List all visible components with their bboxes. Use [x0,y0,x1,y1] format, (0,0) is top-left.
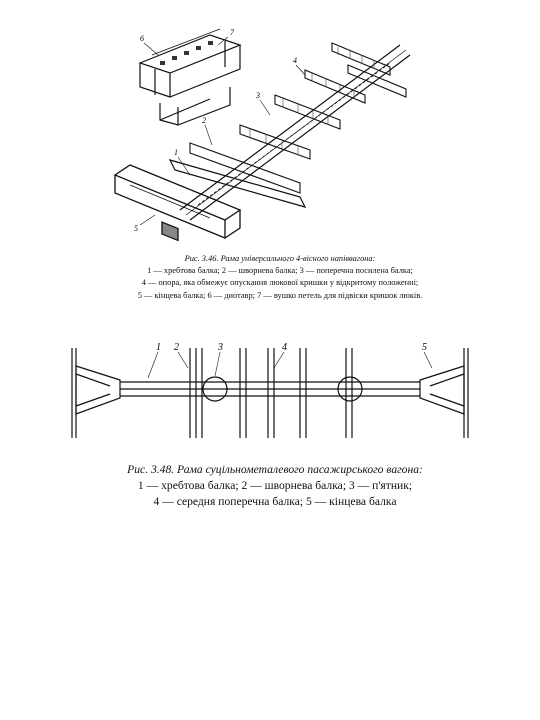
callout-2: 2 [174,342,179,353]
figure-3-46-caption [100,253,460,302]
end-sill-right [420,366,464,414]
bolster-right [346,348,352,438]
center-sill [120,382,420,396]
callout-5: 5 [422,342,427,353]
caption-line: 5 — кінцева балка; 6 — диотавр; 7 — вушко петель для підвіски кришок люків. [137,290,423,300]
callout-4: 4 [282,342,287,353]
caption-line: 4 — опора, яка обмежує опускання люкової кришки у відкритому положенні; [141,278,419,288]
crossbar-hatching [250,47,374,155]
end-sill-left [76,366,120,414]
caption-title: Рис. 3.48. Рама суцільнометалевого пасажирського вагона: [127,463,423,476]
callout-3: 3 [256,91,260,100]
callout-3: 3 [218,342,223,353]
callout-6: 6 [140,34,144,43]
callout-4: 4 [293,56,297,65]
caption-line: 4 — середня поперечна балка; 5 — кінцева балка [153,495,397,508]
callout-leaders [140,37,305,225]
bolster-left [190,348,202,438]
dual-tee-beam-section [140,29,240,125]
center-sill [180,45,410,220]
cross-bearers [240,348,306,438]
caption-line: 1 — хребтова балка; 2 — шворнева балка; 3 — поперечна посилена балка; [147,266,413,276]
figure-3-48-drawing [60,338,480,453]
callout-1: 1 [174,148,178,157]
caption-line: 1 — хребтова балка; 2 — шворнева балка; 3 — п'ятник; [137,479,413,492]
callout-2: 2 [202,116,206,125]
callout-5: 5 [134,224,138,233]
caption-title: Рис. 3.46. Рама універсального 4-вісного напіввагона: [184,254,376,263]
figure-3-48-caption [95,462,455,510]
figure-3-46-drawing [100,25,450,255]
callout-7: 7 [230,28,234,37]
callout-1: 1 [156,342,161,353]
